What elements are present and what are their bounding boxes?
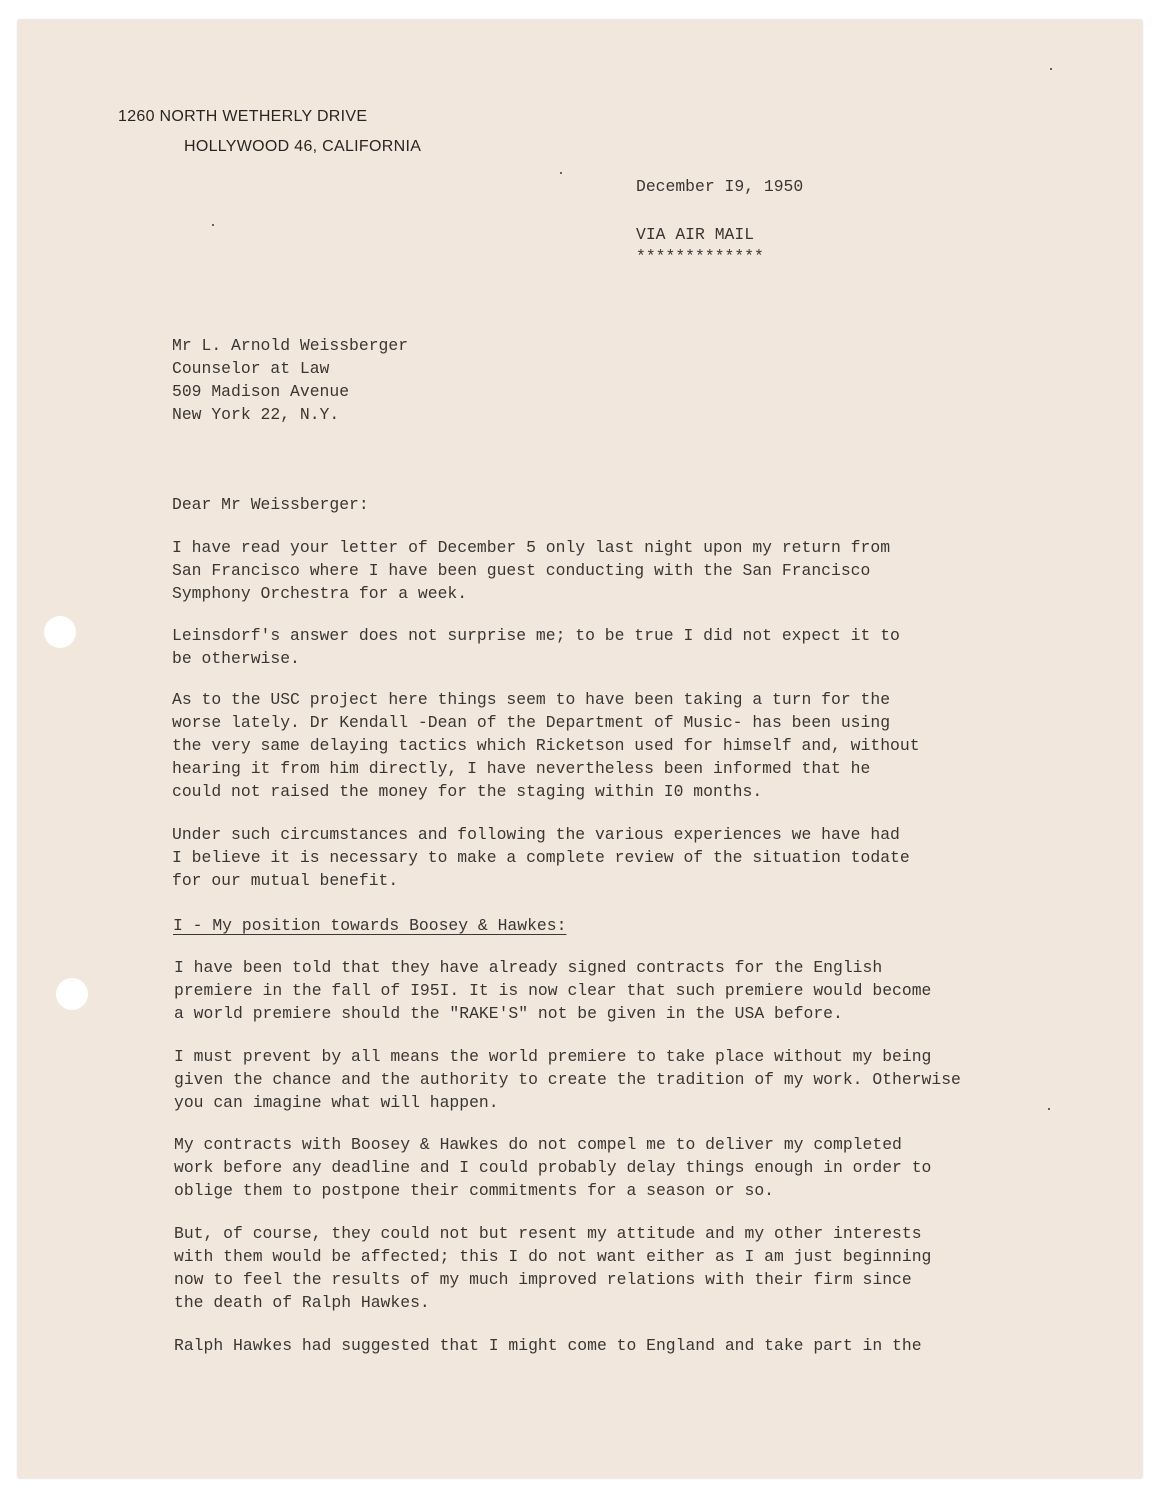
body-line: for our mutual benefit. bbox=[172, 871, 399, 890]
body-line: My contracts with Boosey & Hawkes do not compel me to deliver my completed bbox=[174, 1135, 902, 1154]
letterhead-city: HOLLYWOOD 46, CALIFORNIA bbox=[184, 138, 422, 155]
section-heading: I - My position towards Boosey & Hawkes: bbox=[173, 916, 567, 935]
body-line: the very same delaying tactics which Ricketson used for himself and, without bbox=[172, 736, 920, 755]
body-line: work before any deadline and I could probably delay things enough in order to bbox=[174, 1158, 932, 1177]
delivery-stars: ************* bbox=[636, 247, 764, 266]
punch-hole-top bbox=[44, 616, 76, 648]
body-line: I have read your letter of December 5 only last night upon my return from bbox=[172, 538, 891, 557]
body-line: Leinsdorf's answer does not surprise me; to be true I did not expect it to bbox=[172, 626, 900, 645]
body-line: I have been told that they have already signed contracts for the English bbox=[174, 958, 883, 977]
letterhead-street: 1260 NORTH WETHERLY DRIVE bbox=[118, 108, 368, 125]
ink-speck bbox=[1048, 1108, 1050, 1110]
letter-page bbox=[18, 20, 1142, 1478]
body-line: be otherwise. bbox=[172, 649, 300, 668]
punch-hole-bottom bbox=[56, 978, 88, 1010]
body-line: the death of Ralph Hawkes. bbox=[174, 1293, 430, 1312]
body-line: oblige them to postpone their commitments for a season or so. bbox=[174, 1181, 774, 1200]
ink-speck bbox=[560, 172, 562, 174]
delivery-method: VIA AIR MAIL bbox=[636, 225, 755, 244]
body-line: worse lately. Dr Kendall -Dean of the Department of Music- has been using bbox=[172, 713, 891, 732]
body-line: But, of course, they could not but resent my attitude and my other interests bbox=[174, 1224, 922, 1243]
body-line: Under such circumstances and following the various experiences we have had bbox=[172, 825, 900, 844]
body-line: San Francisco where I have been guest conducting with the San Francisco bbox=[172, 561, 871, 580]
letter-date: December I9, 1950 bbox=[636, 177, 804, 196]
body-line: you can imagine what will happen. bbox=[174, 1093, 499, 1112]
body-line: I must prevent by all means the world premiere to take place without my being bbox=[174, 1047, 932, 1066]
body-line: hearing it from him directly, I have nevertheless been informed that he bbox=[172, 759, 871, 778]
body-line: could not raised the money for the staging within I0 months. bbox=[172, 782, 763, 801]
recipient-title: Counselor at Law bbox=[172, 359, 330, 378]
body-line: given the chance and the authority to create the tradition of my work. Otherwise bbox=[174, 1070, 961, 1089]
ink-speck bbox=[212, 224, 214, 226]
body-line: Ralph Hawkes had suggested that I might come to England and take part in the bbox=[174, 1336, 922, 1355]
body-line: a world premiere should the "RAKE'S" not be given in the USA before. bbox=[174, 1004, 843, 1023]
recipient-street: 509 Madison Avenue bbox=[172, 382, 350, 401]
body-line: premiere in the fall of I95I. It is now clear that such premiere would become bbox=[174, 981, 932, 1000]
salutation: Dear Mr Weissberger: bbox=[172, 495, 369, 514]
recipient-name: Mr L. Arnold Weissberger bbox=[172, 336, 409, 355]
body-line: now to feel the results of my much improved relations with their firm since bbox=[174, 1270, 912, 1289]
body-line: As to the USC project here things seem to have been taking a turn for the bbox=[172, 690, 891, 709]
body-line: I believe it is necessary to make a complete review of the situation todate bbox=[172, 848, 910, 867]
recipient-city: New York 22, N.Y. bbox=[172, 405, 340, 424]
ink-speck bbox=[1050, 68, 1052, 70]
body-line: Symphony Orchestra for a week. bbox=[172, 584, 468, 603]
body-line: with them would be affected; this I do not want either as I am just beginning bbox=[174, 1247, 932, 1266]
